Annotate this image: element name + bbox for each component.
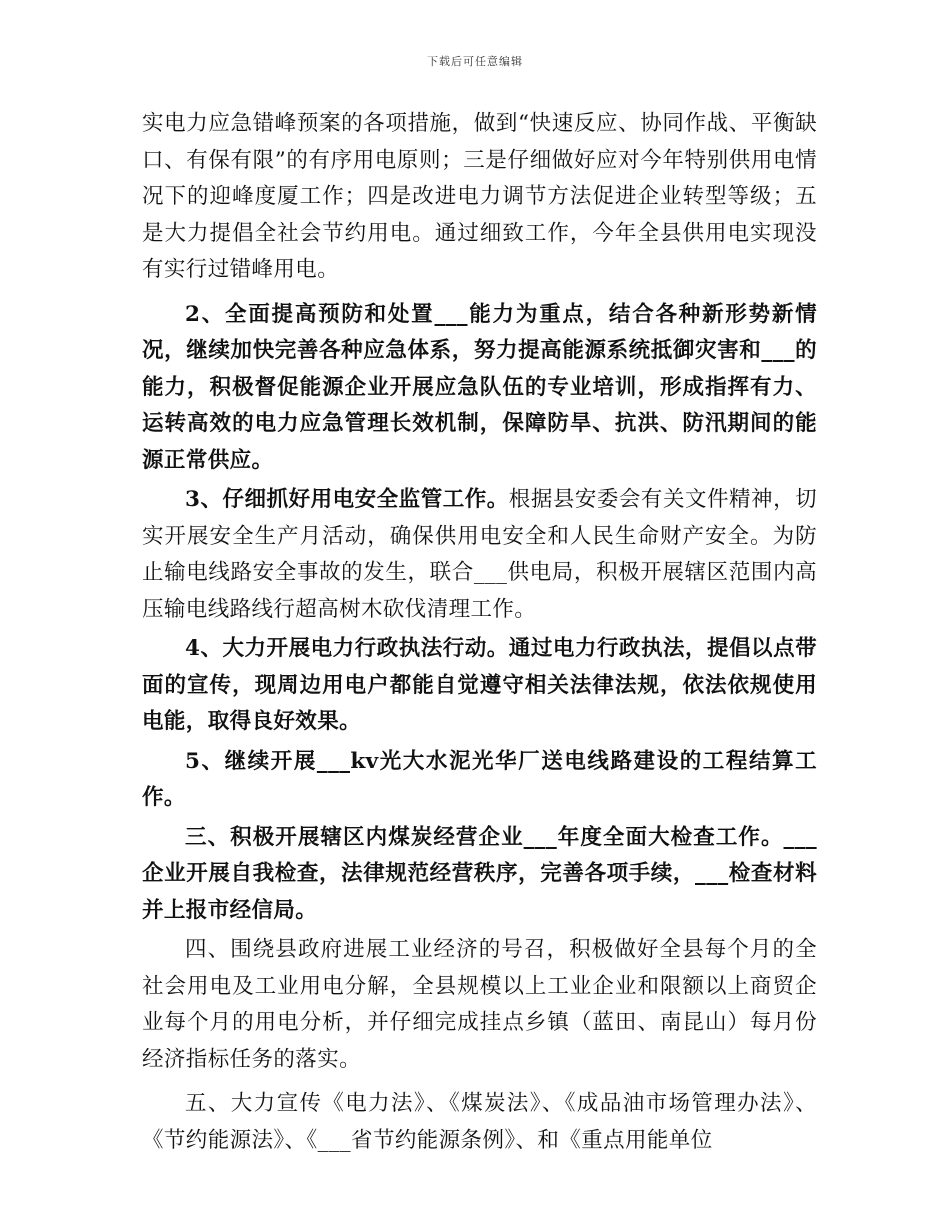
paragraph-bold-text: 2、全面提高预防和处置___能力为重点，结合各种新形势新情况，继续加快完善各种应急体系，努力提高能源系统抵御灾害和___的能力，积极督促能源企业开展应急队伍的专业培训，形成指挥有力、运转高效的电力应急管理长效机制，保障防旱、抗洪、防汛期间的能源正常供应。 [142,301,817,473]
paragraph-text: 四、围绕县政府进展工业经济的号召，积极做好全县每个月的全社会用电及工业用电分解，全县规模以上工业企业和限额以上商贸企业每个月的用电分析，并仔细完成挂点乡镇（蓝田、南昆山）每月份经济指标任务的落实。 [142,937,817,1072]
document-body [142,106,817,1162]
paragraph-section-five [142,1086,817,1159]
paragraph-item-3 [142,482,817,628]
paragraph-section-four [142,932,817,1078]
paragraph-item-4 [142,631,817,741]
paragraph-text: 五、大力宣传《电力法》、《煤炭法》、《成品油市场管理办法》、《节约能源法》、《___省节约能源条例》、和《重点用能单位 [142,1091,817,1153]
paragraph-bold-lead: 3、仔细抓好用电安全监管工作。 [185,487,509,512]
paragraph-bold-text: 三、积极开展辖区内煤炭经营企业___年度全面大检查工作。___企业开展自我检查，法律规范经营秩序，完善各项手续，___检查材料并上报市经信局。 [142,824,817,923]
page-header: 下载后可任意编辑 [427,55,523,68]
paragraph-continued [142,106,817,289]
paragraph-section-three [142,820,817,930]
paragraph-text: 实电力应急错峰预案的各项措施，做到“快速反应、协同作战、平衡缺口、有保有限”的有序用电原则；三是仔细做好应对今年特别供用电情况下的迎峰度厦工作；四是改进电力调节方法促进企业转型等级；五是大力提倡全社会节约用电。通过细致工作，今年全县供用电实现没有实行过错峰用电。 [142,111,817,282]
paragraph-text: 根据县安委会有关文件精神，切实开展安全生产月活动，确保供用电安全和人民生命财产安全。为防止输电线路安全事故的发生，联合___供电局，积极开展辖区范围内高压输电线路线行超高树木砍伐清理工作。 [142,487,817,622]
paragraph-item-5 [142,744,817,817]
paragraph-bold-text: 4、大力开展电力行政执法行动。通过电力行政执法，提倡以点带面的宣传，现周边用电户都能自觉遵守相关法律法规，依法依规使用电能，取得良好效果。 [142,636,817,734]
paragraph-item-2 [142,297,817,480]
paragraph-bold-text: 5、继续开展___kv光大水泥光华厂送电线路建设的工程结算工作。 [142,748,817,810]
